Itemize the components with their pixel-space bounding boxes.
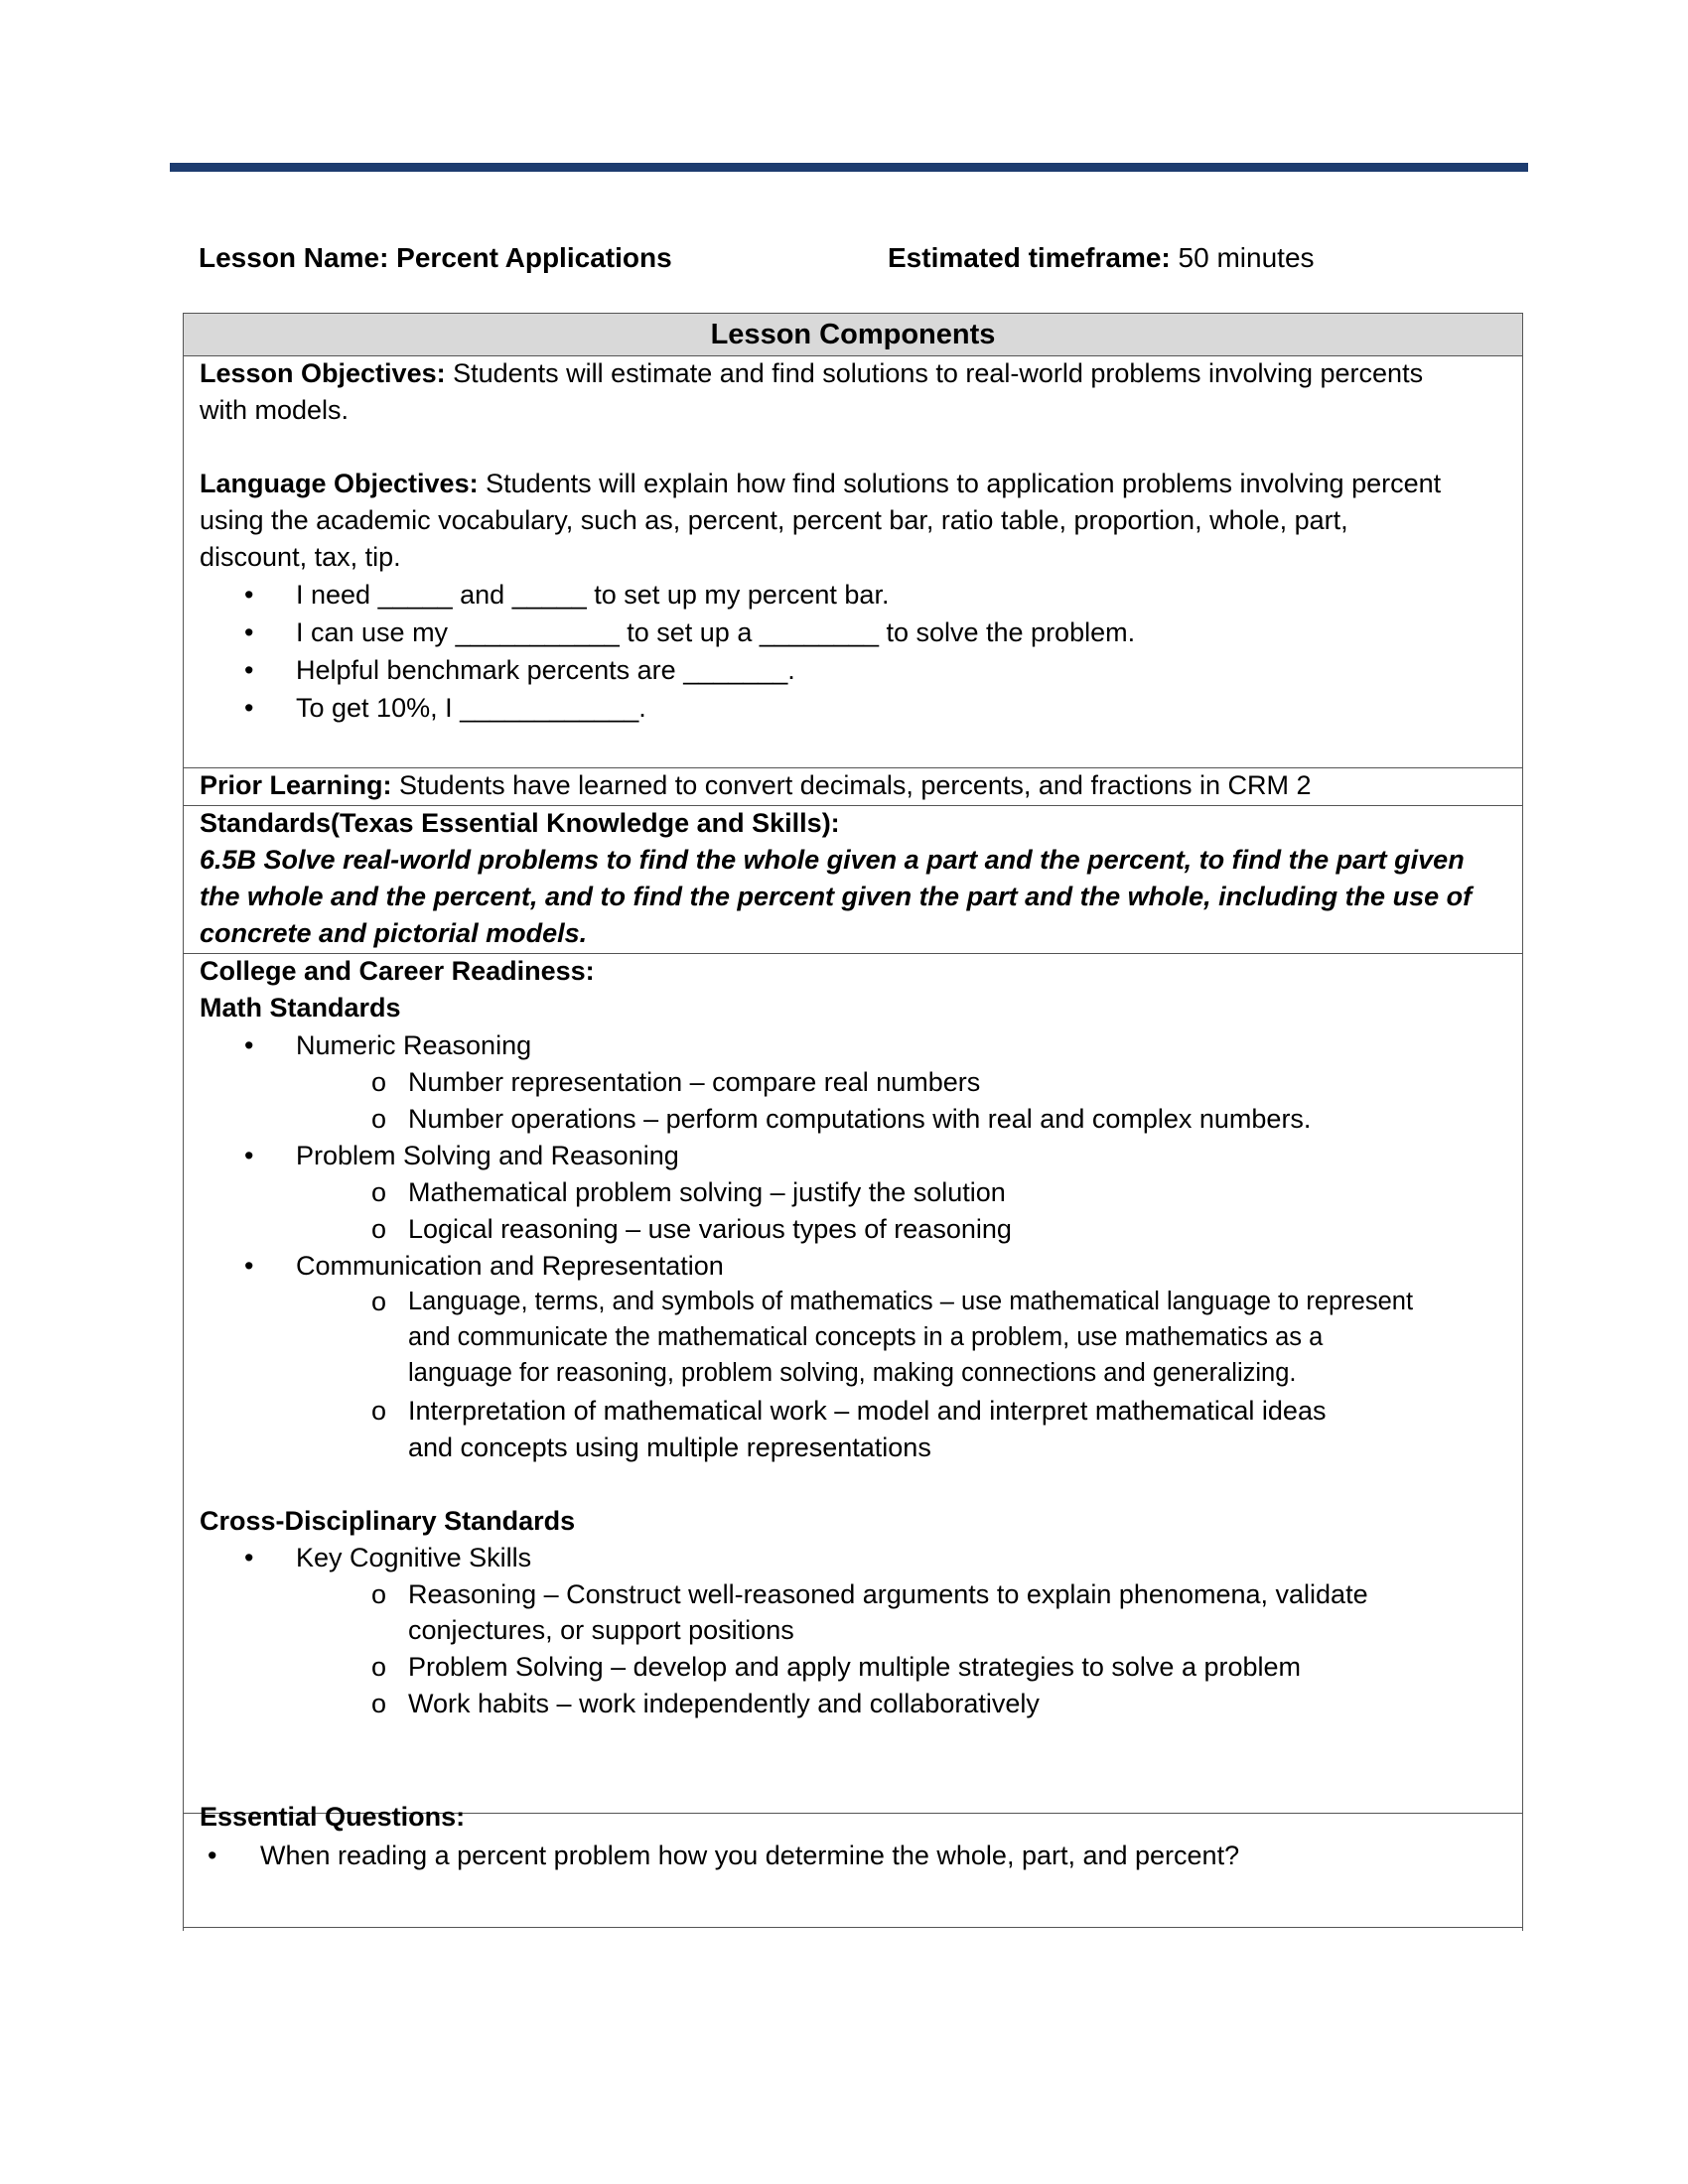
lesson-objectives-cont: with models. xyxy=(200,395,350,425)
math-item: and communicate the mathematical concepts in a problem, use mathematics as a xyxy=(408,1323,1324,1351)
sentence-frame: I can use my ___________ to set up a ________ to solve the problem. xyxy=(296,617,1136,647)
math-item: and concepts using multiple representations xyxy=(408,1433,931,1462)
cross-item: Problem Solving – develop and apply multiple strategies to solve a problem xyxy=(408,1652,1302,1682)
bullet: • xyxy=(244,580,254,610)
sub-bullet: o xyxy=(371,1579,387,1609)
bullet: • xyxy=(244,655,254,685)
sub-bullet: o xyxy=(371,1396,387,1426)
header-rule xyxy=(170,163,1528,172)
cross-disciplinary-label: Cross-Disciplinary Standards xyxy=(200,1506,576,1536)
math-standards-label: Math Standards xyxy=(200,993,401,1023)
bullet: • xyxy=(244,1141,254,1170)
standard-6-5b-cont: concrete and pictorial models. xyxy=(200,918,588,948)
math-item: Interpretation of mathematical work – model and interpret mathematical ideas xyxy=(408,1396,1327,1426)
math-item: Number representation – compare real numbers xyxy=(408,1067,981,1097)
sub-bullet: o xyxy=(371,1689,387,1718)
standards-label: Standards(Texas Essential Knowledge and Skills): xyxy=(200,808,840,838)
sub-bullet: o xyxy=(371,1177,387,1207)
sub-bullet: o xyxy=(371,1104,387,1134)
sentence-frame: To get 10%, I ____________. xyxy=(296,693,646,723)
lesson-name: Lesson Name: Percent Applications xyxy=(199,242,672,273)
math-item: Problem Solving and Reasoning xyxy=(296,1141,679,1170)
sub-bullet: o xyxy=(371,1214,387,1244)
essential-questions-label: Essential Questions: xyxy=(200,1802,466,1832)
lesson-components-table xyxy=(183,313,1523,1931)
math-item: Language, terms, and symbols of mathematics – use mathematical language to represent xyxy=(408,1288,1414,1315)
language-objectives-cont: using the academic vocabulary, such as, percent, percent bar, ratio table, proportion, whole, part, xyxy=(200,505,1348,535)
bullet: • xyxy=(244,1251,254,1281)
language-objectives-cont: discount, tax, tip. xyxy=(200,542,401,572)
sub-bullet: o xyxy=(371,1652,387,1682)
ccr-label: College and Career Readiness: xyxy=(200,956,595,986)
language-objectives: Language Objectives: Students will explain how find solutions to application problems involving percent xyxy=(200,469,1442,498)
divider xyxy=(184,1927,1522,1928)
bullet: • xyxy=(208,1841,217,1870)
cross-item: Key Cognitive Skills xyxy=(296,1543,532,1572)
estimated-timeframe: Estimated timeframe: 50 minutes xyxy=(888,242,1315,273)
cross-item: conjectures, or support positions xyxy=(408,1615,794,1645)
sub-bullet: o xyxy=(371,1287,387,1316)
bullet: • xyxy=(244,617,254,647)
standard-6-5b-cont: the whole and the percent, and to find the percent given the part and the whole, including the use of xyxy=(200,882,1473,911)
lesson-components-title: Lesson Components xyxy=(184,314,1522,355)
bullet: • xyxy=(244,1030,254,1060)
math-item: Numeric Reasoning xyxy=(296,1030,532,1060)
lesson-objectives: Lesson Objectives: Students will estimate and find solutions to real-world problems involving percents xyxy=(200,358,1424,388)
math-item: Logical reasoning – use various types of reasoning xyxy=(408,1214,1012,1244)
cross-item: Reasoning – Construct well-reasoned arguments to explain phenomena, validate xyxy=(408,1579,1368,1609)
sentence-frame: Helpful benchmark percents are _______. xyxy=(296,655,795,685)
essential-question: When reading a percent problem how you determine the whole, part, and percent? xyxy=(260,1841,1240,1870)
bullet: • xyxy=(244,1543,254,1572)
standard-6-5b: 6.5B Solve real-world problems to find the whole given a part and the percent, to find the part given xyxy=(200,845,1465,875)
prior-learning: Prior Learning: Students have learned to convert decimals, percents, and fractions in CRM 2 xyxy=(200,770,1312,800)
bullet: • xyxy=(244,693,254,723)
sub-bullet: o xyxy=(371,1067,387,1097)
sentence-frame: I need _____ and _____ to set up my percent bar. xyxy=(296,580,890,610)
math-item: Number operations – perform computations with real and complex numbers. xyxy=(408,1104,1312,1134)
math-item: Communication and Representation xyxy=(296,1251,724,1281)
math-item: language for reasoning, problem solving, making connections and generalizing. xyxy=(408,1359,1297,1387)
cross-item: Work habits – work independently and collaboratively xyxy=(408,1689,1040,1718)
math-item: Mathematical problem solving – justify the solution xyxy=(408,1177,1006,1207)
